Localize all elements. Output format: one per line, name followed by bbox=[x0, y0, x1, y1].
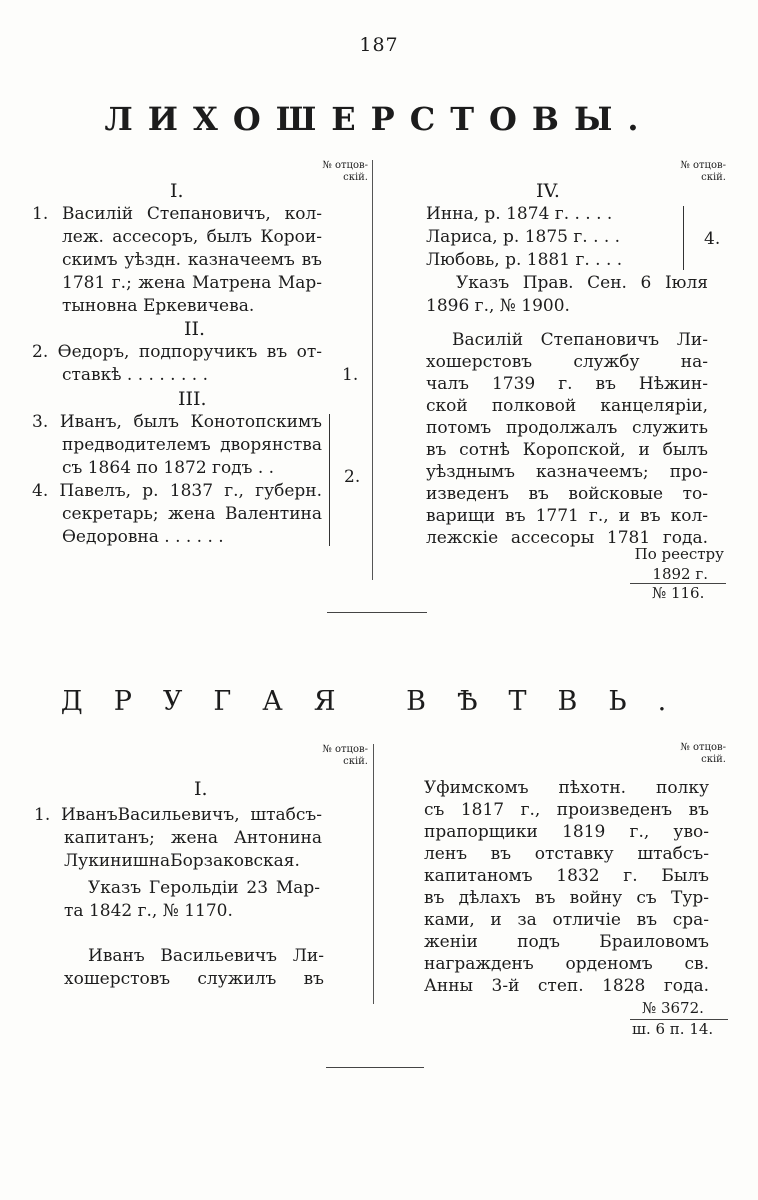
generation-numeral: II. bbox=[184, 318, 206, 340]
biography-continued: Уфимскомъ пѣхотн. полку съ 1817 г., произведенъ въ прапорщики 1819 г., уво- ленъ въ отставку штабсъ- капитаномъ 1832 г. Былъ въ дѣлахъ въ войну съ Тур- ками, и за отличіе въ сра- женіи подъ Браиловомъ награжденъ орденомъ св. Анны 3-й степ. 1828 года. bbox=[424, 778, 709, 996]
registry-ref: По реестру 1892 г. bbox=[634, 545, 724, 583]
generation-numeral: IV. bbox=[536, 180, 560, 202]
parent-number: 2. bbox=[344, 467, 361, 487]
column-rule-left bbox=[372, 160, 373, 580]
column-header-left: № отцов- скій. bbox=[322, 160, 368, 183]
registry-number: № 116. bbox=[652, 584, 705, 602]
archive-ref: ш. 6 п. 14. bbox=[632, 1020, 714, 1038]
page-title: ЛИХОШЕРСТОВЫ. bbox=[104, 100, 654, 138]
column-rule-left bbox=[373, 744, 374, 1004]
entry-5: Инна, р. 1874 г. . . . . Лариса, р. 1875 г. . . . Любовь, р. 1881 г. . . . bbox=[426, 204, 623, 270]
section-divider bbox=[327, 612, 427, 613]
biography: Василій Степановичъ Ли- хошерстовъ службу на- чалъ 1739 г. въ Нѣжин- ской полковой канцеляріи, потомъ продолжалъ служить въ сотнѣ Коропской, и былъ уѣзднымъ казначеемъ; про- изведенъ въ войсковые то- варищи въ 1771 г., и въ кол- лежскіе ассесоры 1781 года. bbox=[426, 330, 708, 548]
page-number: 187 bbox=[359, 34, 399, 56]
entry-3: 3. Иванъ, былъ Конотопскимъ предводителемъ дворянства съ 1864 по 1872 годъ . . bbox=[32, 412, 322, 478]
generation-numeral: I. bbox=[194, 778, 208, 800]
biography-start: Иванъ Васильевичъ Ли- хошерстовъ служилъ въ bbox=[64, 946, 324, 989]
entry-4: 4. Павелъ, р. 1837 г., губерн. секретарь; жена Валентина Ѳедоровна . . . . . . bbox=[32, 481, 322, 547]
brace bbox=[680, 206, 684, 270]
section-title: ДРУГАЯ ВѢТВЬ. bbox=[60, 686, 698, 717]
decree: Указъ Герольдіи 23 Мар- та 1842 г., № 1170. bbox=[64, 878, 320, 921]
parent-number: 4. bbox=[704, 229, 721, 249]
parent-number: 1. bbox=[342, 365, 359, 385]
entry-2: 2. Ѳедоръ, подпоручикъ въ от- ставкѣ . . . . . . . . bbox=[32, 342, 322, 385]
column-header-right: № отцов- скій. bbox=[680, 160, 726, 183]
brace bbox=[326, 414, 330, 546]
generation-numeral: III. bbox=[178, 388, 207, 410]
entry-1: 1. Василій Степановичъ, кол- леж. ассесоръ, былъ Корои- скимъ уѣздн. казначеемъ въ 1781 г.; жена Матрена Мар- тыновна Еркевичева. bbox=[32, 204, 322, 316]
section-divider bbox=[326, 1067, 424, 1068]
file-number: № 3672. bbox=[642, 999, 704, 1017]
decree: Указъ Прав. Сен. 6 Іюля 1896 г., № 1900. bbox=[426, 273, 708, 316]
column-header-left: № отцов- скій. bbox=[322, 744, 368, 767]
entry-1: 1. ИванъВасильевичъ, штабсъ- капитанъ; жена Антонина ЛукинишнаБорзаковская. bbox=[34, 805, 322, 871]
generation-numeral: I. bbox=[170, 180, 184, 202]
column-header-right: № отцов- скій. bbox=[680, 742, 726, 765]
